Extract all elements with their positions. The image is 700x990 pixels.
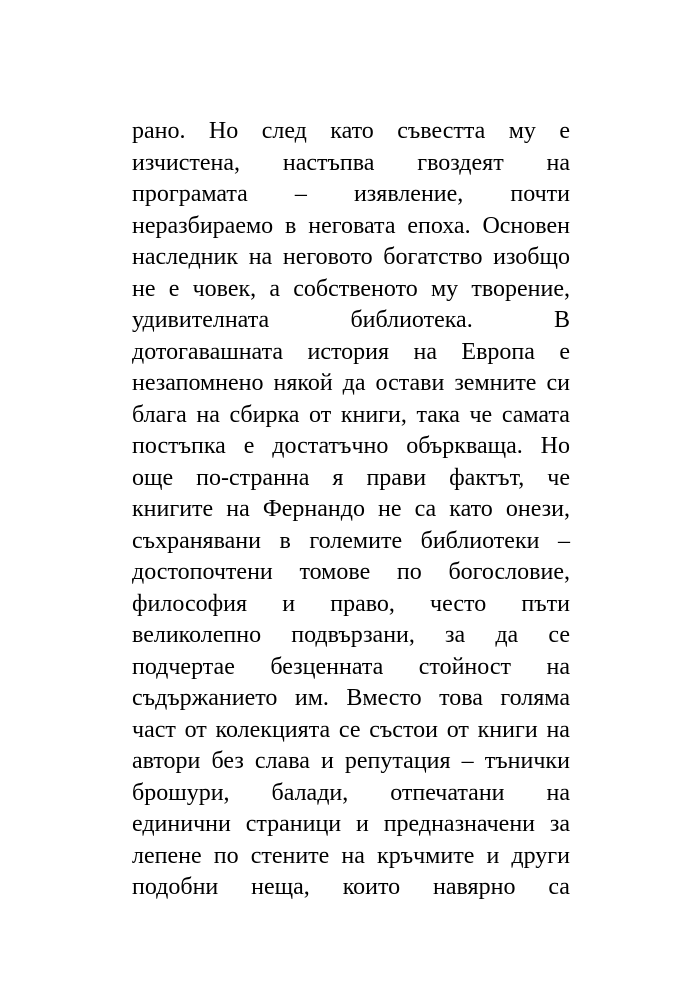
word: наследник xyxy=(132,244,239,270)
word: за xyxy=(445,622,466,648)
word: и xyxy=(486,842,500,869)
word: съвестта xyxy=(397,118,486,144)
word: от xyxy=(446,716,469,743)
word: предназначени xyxy=(383,811,535,837)
word: по xyxy=(396,559,422,585)
word: библиотеки xyxy=(420,527,540,554)
word: навярно xyxy=(433,874,516,900)
word: от xyxy=(309,401,332,428)
word: томове xyxy=(299,559,371,585)
word: самата xyxy=(501,401,570,428)
word: на xyxy=(248,244,273,270)
word: я xyxy=(332,464,344,491)
word: част xyxy=(132,716,176,743)
word: философия xyxy=(132,590,248,617)
text-line xyxy=(132,305,570,337)
word: е xyxy=(168,275,180,302)
word: от xyxy=(184,716,207,743)
word: в xyxy=(279,527,291,554)
word: книги, xyxy=(340,401,407,428)
body-text xyxy=(132,116,570,904)
word: на xyxy=(546,716,570,743)
word: на xyxy=(413,338,437,365)
word: стените xyxy=(250,842,330,869)
word: не xyxy=(132,275,156,302)
word: е xyxy=(559,338,570,365)
word: често xyxy=(430,590,487,617)
word: че xyxy=(547,464,570,491)
word: така xyxy=(416,401,460,428)
word: в xyxy=(285,212,297,239)
word: право, xyxy=(330,590,395,617)
word: Но xyxy=(540,433,570,459)
word: това xyxy=(439,685,483,711)
word: единични xyxy=(132,811,231,837)
word: си xyxy=(546,370,570,396)
text-line xyxy=(132,242,570,274)
word: отпечатани xyxy=(390,779,505,806)
word: изобщо xyxy=(493,244,570,270)
word: голяма xyxy=(500,685,570,711)
word: епоха. xyxy=(407,212,471,239)
word: и xyxy=(356,811,369,837)
word: сбирка xyxy=(229,401,300,428)
word: безценната xyxy=(270,653,384,680)
text-line xyxy=(132,148,570,180)
word: удивителната xyxy=(132,307,270,333)
word: достопочтени xyxy=(132,559,273,585)
word: съдържанието xyxy=(132,685,278,711)
word: като xyxy=(449,496,493,522)
word: – xyxy=(461,748,474,774)
word: на xyxy=(196,401,220,428)
word: блага xyxy=(132,401,187,428)
text-line xyxy=(132,746,570,778)
word: подчертае xyxy=(132,653,235,680)
word: на xyxy=(546,779,570,806)
word: богословие, xyxy=(448,559,570,585)
word: други xyxy=(511,842,570,869)
word: библиотека. xyxy=(350,307,473,333)
word: след xyxy=(261,118,307,144)
word: изчистена, xyxy=(132,149,241,176)
word: гвоздеят xyxy=(417,149,504,176)
word: някой xyxy=(273,370,333,396)
word: брошури, xyxy=(132,779,230,806)
word: подвързани, xyxy=(291,622,415,648)
word: творение, xyxy=(471,275,570,302)
word: се xyxy=(548,622,570,648)
text-line xyxy=(132,841,570,873)
word: подобни xyxy=(132,874,219,900)
word: лепене xyxy=(132,842,202,869)
word: неговото xyxy=(282,244,373,270)
word: които xyxy=(342,874,401,900)
word: тънички xyxy=(484,748,570,774)
word: не xyxy=(378,496,402,522)
word: собственото xyxy=(293,275,418,302)
text-line xyxy=(132,809,570,841)
word: без xyxy=(211,748,244,774)
word: рано. xyxy=(132,118,186,144)
word: стойност xyxy=(418,653,512,680)
word: Основен xyxy=(482,212,570,239)
word: а xyxy=(269,275,280,302)
text-line xyxy=(132,463,570,495)
text-line xyxy=(132,589,570,621)
word: балади, xyxy=(271,779,349,806)
text-line xyxy=(132,274,570,306)
word: съхранявани xyxy=(132,527,261,554)
word: Фернандо xyxy=(262,496,365,522)
word: и xyxy=(320,748,334,774)
word: са xyxy=(414,496,437,522)
word: колекцията xyxy=(215,716,331,743)
word: неразбираемо xyxy=(132,212,274,239)
word: – xyxy=(294,181,307,207)
word: като xyxy=(330,118,374,144)
word: незапомнено xyxy=(132,370,264,396)
word: изявление, xyxy=(353,181,464,207)
text-line xyxy=(132,368,570,400)
word: настъпва xyxy=(282,149,375,176)
word: постъпка xyxy=(132,433,226,459)
word: е xyxy=(243,433,255,459)
word: състои xyxy=(369,716,438,743)
text-line xyxy=(132,116,570,148)
word: репутация xyxy=(344,748,451,774)
word: му xyxy=(508,118,536,144)
word: пъти xyxy=(521,590,570,617)
word: земните xyxy=(454,370,537,396)
word: че xyxy=(469,401,493,428)
word: по-странна xyxy=(196,464,310,491)
word: да xyxy=(495,622,519,648)
text-line xyxy=(132,683,570,715)
word: още xyxy=(132,464,174,491)
word: е xyxy=(559,118,570,144)
word: на xyxy=(226,496,250,522)
word: човек, xyxy=(192,275,257,302)
word: програмата xyxy=(132,181,248,207)
text-line xyxy=(132,778,570,810)
word: онези, xyxy=(505,496,570,522)
word: и xyxy=(282,590,296,617)
word: прави xyxy=(366,464,427,491)
word: страници xyxy=(245,811,342,837)
word: В xyxy=(553,307,570,333)
text-line xyxy=(132,652,570,684)
word: книги xyxy=(477,716,538,743)
text-line xyxy=(132,494,570,526)
word: остави xyxy=(375,370,445,396)
text-line xyxy=(132,337,570,369)
text-line xyxy=(132,715,570,747)
word: се xyxy=(338,716,361,743)
text-line xyxy=(132,872,570,904)
word: объркваща. xyxy=(406,433,523,459)
word: големите xyxy=(309,527,403,554)
word: книгите xyxy=(132,496,214,522)
word: по xyxy=(213,842,239,869)
text-line xyxy=(132,431,570,463)
word: му xyxy=(430,275,459,302)
word: великолепно xyxy=(132,622,262,648)
text-line xyxy=(132,179,570,211)
text-line xyxy=(132,400,570,432)
word: слава xyxy=(254,748,310,774)
word: Европа xyxy=(461,338,535,365)
text-line xyxy=(132,557,570,589)
word: богатство xyxy=(383,244,483,270)
word: кръчмите xyxy=(377,842,475,869)
word: неговата xyxy=(308,212,396,239)
word: на xyxy=(546,149,570,176)
word: достатъчно xyxy=(272,433,389,459)
word: история xyxy=(307,338,390,365)
word: фактът, xyxy=(449,464,525,491)
word: да xyxy=(342,370,366,396)
word: дотогавашната xyxy=(132,338,284,365)
word: Вместо xyxy=(346,685,422,711)
word: неща, xyxy=(251,874,310,900)
word: почти xyxy=(510,181,570,207)
text-line xyxy=(132,526,570,558)
word: им. xyxy=(294,685,329,711)
word: автори xyxy=(132,748,201,774)
word: на xyxy=(546,653,570,680)
word: – xyxy=(557,527,570,554)
word: са xyxy=(548,874,570,900)
text-line xyxy=(132,620,570,652)
word: на xyxy=(341,842,365,869)
word: Но xyxy=(208,118,239,144)
word: за xyxy=(549,811,570,837)
text-line xyxy=(132,211,570,243)
